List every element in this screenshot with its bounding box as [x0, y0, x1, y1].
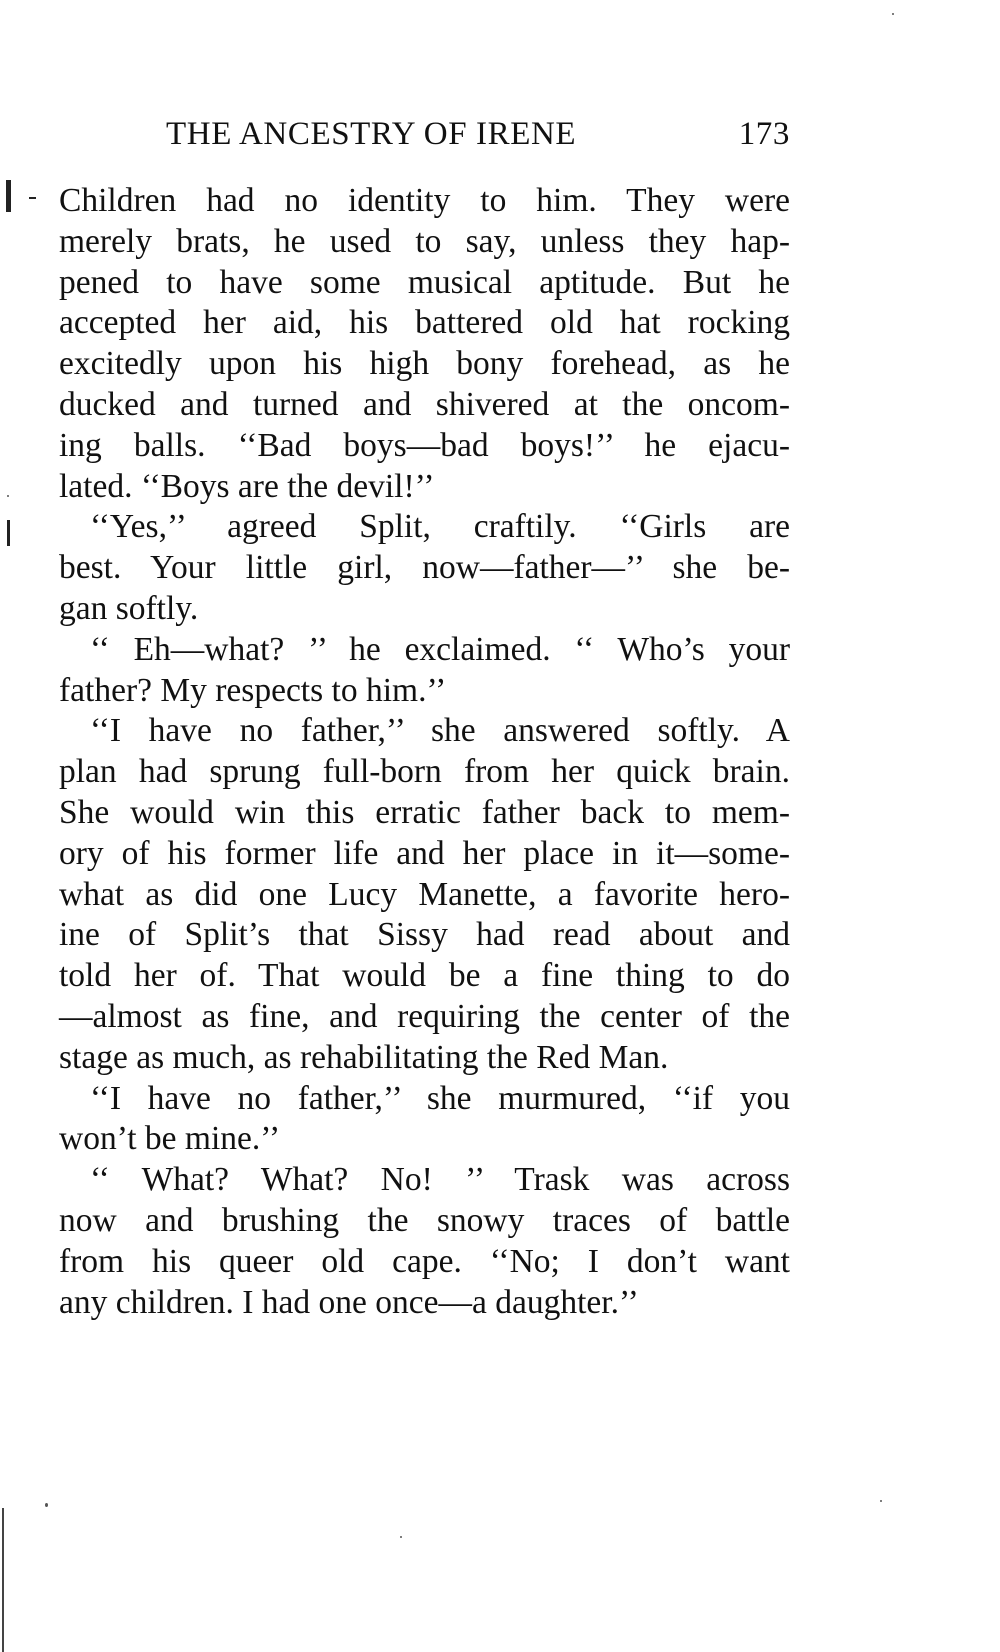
- text-line: told her of. That would be a fine thing to do: [59, 957, 790, 995]
- running-head: [166, 112, 790, 156]
- text-line: won’t be mine.’’: [59, 1120, 281, 1158]
- text-line: ‘‘I have no father,’’ she answered softly. A: [90, 712, 790, 750]
- text-line: lated. ‘‘Boys are the devil!’’: [59, 467, 435, 505]
- text-line: from his queer old cape. ‘‘No; I don’t want: [59, 1242, 790, 1280]
- text-line: She would win this erratic father back to mem-: [59, 793, 790, 831]
- text-line: stage as much, as rehabilitating the Red Man.: [59, 1038, 669, 1076]
- text-line: —almost as fine, and requiring the center of the: [59, 997, 790, 1035]
- text-line: excitedly upon his high bony forehead, as he: [59, 345, 790, 383]
- text-line: now and brushing the snowy traces of battle: [59, 1201, 790, 1239]
- margin-mark: [6, 180, 11, 212]
- text-line: ‘‘ What? What? No! ’’ Trask was across: [90, 1161, 790, 1199]
- text-line: merely brats, he used to say, unless they hap-: [59, 222, 790, 260]
- text-line: ine of Split’s that Sissy had read about and: [59, 916, 790, 954]
- text-line: ducked and turned and shivered at the oncom-: [59, 385, 790, 423]
- book-title: THE ANCESTRY OF IRENE: [166, 116, 577, 152]
- text-line: plan had sprung full-born from her quick brain.: [59, 753, 790, 791]
- text-line: any children. I had one once—a daughter.’’: [59, 1283, 639, 1321]
- body-text: [59, 181, 790, 1323]
- margin-mark: [7, 520, 10, 546]
- speck: [45, 1503, 48, 1507]
- margin-mark: [29, 197, 36, 199]
- text-line: pened to have some musical aptitude. But he: [59, 263, 790, 301]
- text-line: what as did one Lucy Manette, a favorite hero-: [59, 875, 790, 913]
- text-line: ing balls. ‘‘Bad boys—bad boys!’’ he ejacu-: [59, 426, 790, 464]
- text-line: Children had no identity to him. They were: [59, 182, 790, 219]
- page-number: 173: [738, 116, 790, 152]
- speck: [7, 495, 9, 497]
- speck: [880, 1500, 882, 1502]
- margin-mark: [2, 1508, 4, 1652]
- speck: [400, 1536, 402, 1538]
- text-line: ‘‘Yes,’’ agreed Split, craftily. ‘‘Girls are: [90, 508, 790, 546]
- text-line: best. Your little girl, now—father—’’ she be-: [59, 549, 790, 587]
- text-line: ‘‘I have no father,’’ she murmured, ‘‘if you: [90, 1079, 790, 1117]
- speck: [892, 13, 894, 15]
- text-line: father? My respects to him.’’: [59, 671, 447, 709]
- text-line: gan softly.: [59, 589, 199, 627]
- text-line: ‘‘ Eh—what? ’’ he exclaimed. ‘‘ Who’s your: [90, 630, 790, 668]
- text-line: accepted her aid, his battered old hat rocking: [59, 304, 790, 342]
- text-line: ory of his former life and her place in it—some-: [59, 834, 790, 872]
